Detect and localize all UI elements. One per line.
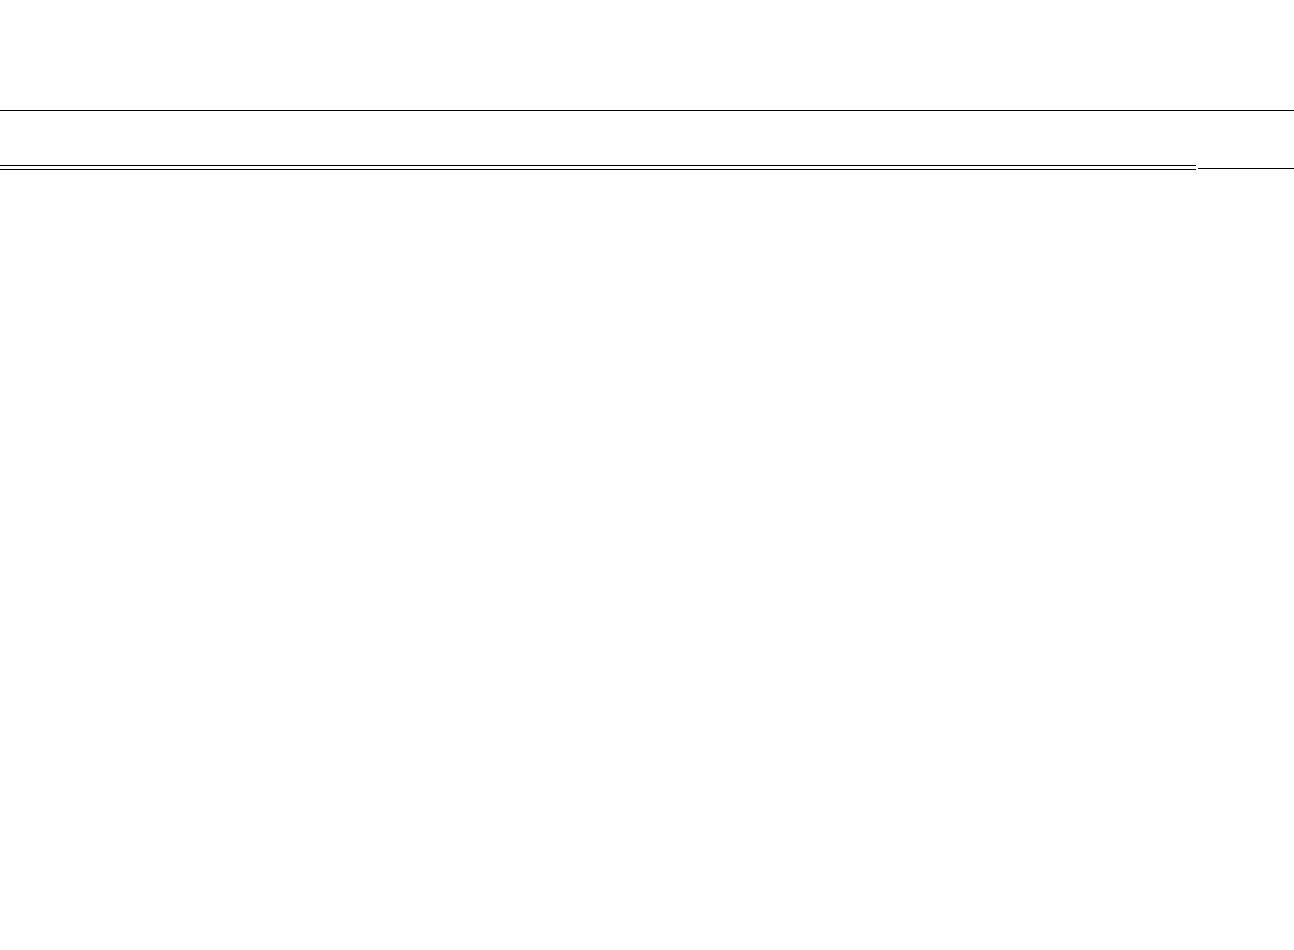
header-double-rule-2 — [0, 169, 1196, 170]
header-right-rule — [1198, 168, 1294, 169]
header-top-rule — [0, 110, 1294, 111]
header-double-rule-1 — [0, 165, 1196, 166]
